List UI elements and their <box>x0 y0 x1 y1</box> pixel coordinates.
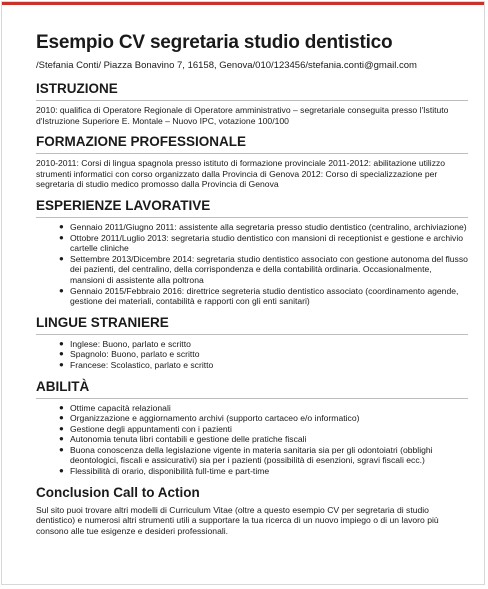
esperienza-text: Gennaio 2015/Febbraio 2016: direttrice segreteria studio dentistico associato (coordinamento agende, gestione dei materiali, contabilità e rapporti con gli enti sanitari) <box>70 285 459 307</box>
section-lingue <box>36 315 468 371</box>
section-title-abilita: ABILITÀ <box>36 379 468 399</box>
list-item <box>59 338 468 350</box>
cta-text: Sul sito puoi trovare altri modelli di Curriculum Vitae (oltre a questo esempio CV per segretaria di studio dentistico) e numerosi altri strumenti utili a supportare la tua ricerca di un nuovo impiego o di un lavoro più consono alle tue esigenze e desideri professionali. <box>36 504 439 536</box>
top-accent-rule <box>2 2 484 5</box>
section-abilita <box>36 379 468 477</box>
istruzione-text: 2010: qualifica di Operatore Regionale di Operatore amministrativo – segretariale conseguita presso l'Istituto d'Istruzione Superiore E. Montale – Nuovo IPC, votazione 100/100 <box>36 105 449 126</box>
section-title-esperienze: ESPERIENZE LAVORATIVE <box>36 198 468 218</box>
cv-page <box>1 1 485 585</box>
section-formazione <box>36 134 468 190</box>
abilita-text: Flessibilità di orario, disponibilità full-time e part-time <box>70 466 270 477</box>
list-item <box>59 413 468 424</box>
abilita-text: Autonomia tenuta libri contabili e gestione delle pratiche fiscali <box>70 434 307 445</box>
bullet-icon: ● <box>59 434 64 444</box>
list-item <box>59 285 468 307</box>
list-item <box>59 221 468 233</box>
list-item <box>59 349 468 360</box>
abilita-text: Gestione degli appuntamenti con i pazienti <box>70 423 232 434</box>
abilita-text: Ottime capacità relazionali <box>70 402 171 413</box>
abilita-text: Buona conoscenza della legislazione vigente in materia sanitaria sia per gli odontoiatri (obblighi deontologici, fiscali e assicurativi) sia per i pazienti (possibilità di esenzioni, sgravi fiscali ecc.) <box>70 444 433 466</box>
bullet-icon: ● <box>59 402 64 412</box>
lingua-text: Francese: Scolastico, parlato e scritto <box>70 359 214 370</box>
list-item <box>59 359 468 371</box>
bullet-icon: ● <box>59 359 64 369</box>
bullet-icon: ● <box>59 444 64 454</box>
bullet-icon: ● <box>59 338 64 348</box>
bullet-icon: ● <box>59 221 64 231</box>
bullet-icon: ● <box>59 349 64 359</box>
list-item <box>59 444 468 466</box>
list-item <box>59 434 468 445</box>
cta-title: Conclusion Call to Action <box>36 484 200 500</box>
formazione-text: 2010-2011: Corsi di lingua spagnola presso istituto di formazione provinciale 2011-2012: abilitazione utilizzo strumenti informatici con corso organizzato dalla Provincia di Genova 2012: Corso di specializzazione per segretaria di studio medico promosso dalla Provincia di Genova <box>36 158 446 190</box>
list-item <box>59 466 468 477</box>
bullet-icon: ● <box>59 253 64 263</box>
esperienza-text: Ottobre 2011/Luglio 2013: segretaria studio dentistico con mansioni di receptionist e gestione e archivio cartelle cliniche <box>70 232 464 254</box>
section-title-lingue: LINGUE STRANIERE <box>36 315 468 335</box>
cv-title: Esempio CV segretaria studio dentistico <box>36 32 393 53</box>
list-item <box>59 253 468 286</box>
lingue-list <box>36 339 468 371</box>
bullet-icon: ● <box>59 285 64 295</box>
bullet-icon: ● <box>59 423 64 433</box>
bullet-icon: ● <box>59 232 64 242</box>
section-istruzione <box>36 81 468 126</box>
bullet-icon: ● <box>59 413 64 423</box>
esperienza-text: Settembre 2013/Dicembre 2014: segretaria studio dentistico associato con gestione autonoma del flusso dei pazienti, del centralino, della corrispondenza e della contabilità ordinaria. Occasionalmente, mansioni di assistente alla poltrona <box>70 253 468 285</box>
list-item <box>59 402 468 414</box>
section-cta <box>36 485 468 537</box>
list-item <box>59 423 468 435</box>
section-esperienze <box>36 198 468 307</box>
lingua-text: Spagnolo: Buono, parlato e scritto <box>70 349 200 360</box>
cv-content <box>36 32 468 544</box>
section-title-istruzione: ISTRUZIONE <box>36 81 468 101</box>
section-title-formazione: FORMAZIONE PROFESSIONALE <box>36 134 468 154</box>
contact-line: /Stefania Conti/ Piazza Bonavino 7, 16158, Genova/010/123456/stefania.conti@gmail.com <box>36 60 417 71</box>
esperienze-list <box>36 222 468 307</box>
abilita-text: Organizzazione e aggiornamento archivi (supporto cartaceo e/o informatico) <box>70 413 360 424</box>
esperienza-text: Gennaio 2011/Giugno 2011: assistente alla segretaria presso studio dentistico (centralino, archiviazione) <box>70 221 467 232</box>
list-item <box>59 232 468 254</box>
lingua-text: Inglese: Buono, parlato e scritto <box>70 338 191 349</box>
bullet-icon: ● <box>59 466 64 476</box>
abilita-list <box>36 403 468 477</box>
